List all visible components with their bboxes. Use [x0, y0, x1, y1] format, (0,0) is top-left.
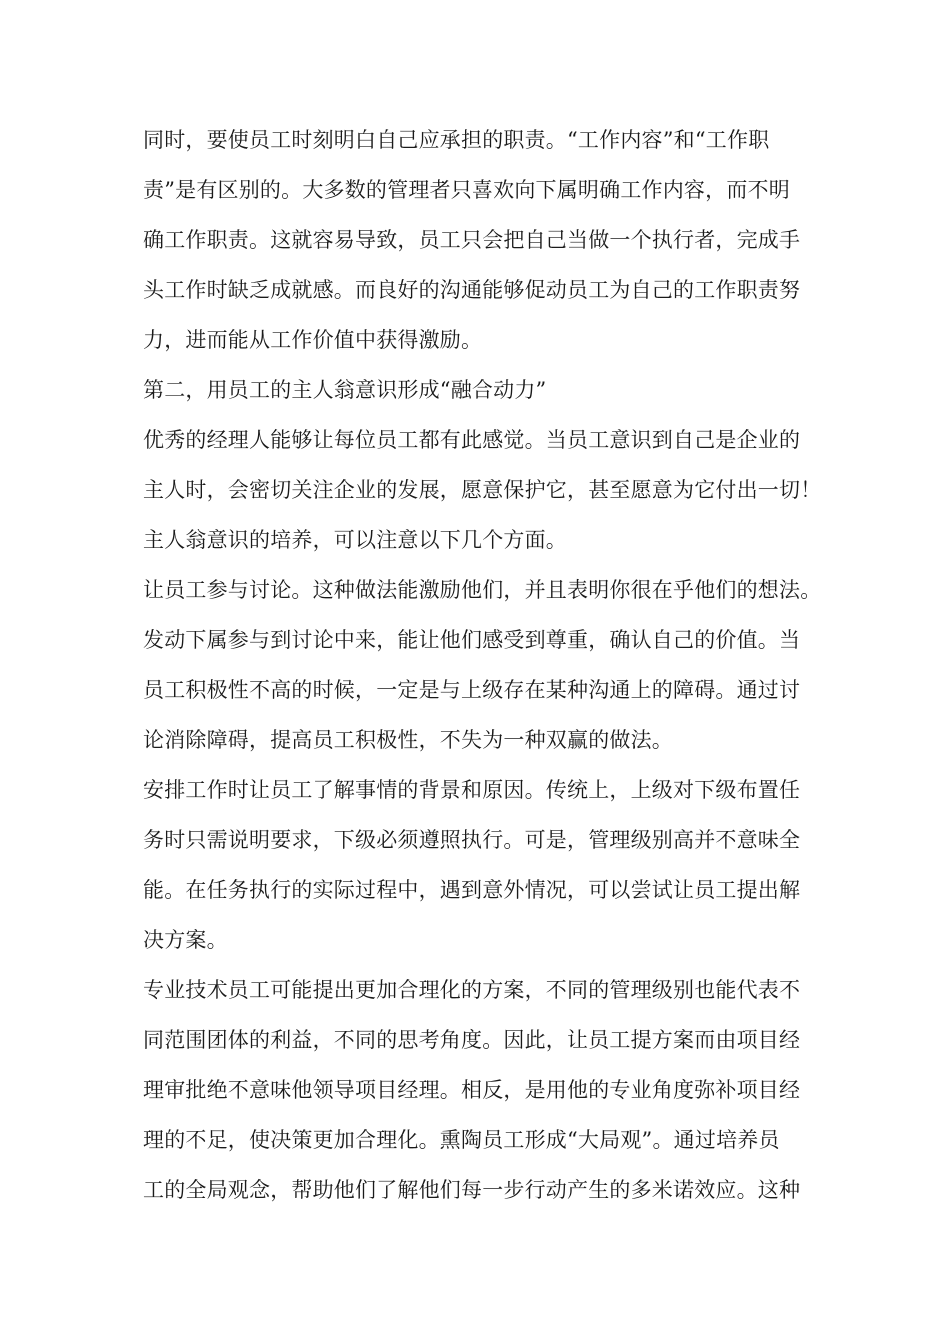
text-line: 确工作职责。这就容易导致，员工只会把自己当做一个执行者，完成手 [143, 228, 801, 252]
text-line: 论消除障碍，提高员工积极性，不失为一种双赢的做法。 [143, 728, 673, 752]
text-line: 员工积极性不高的时候，一定是与上级存在某种沟通上的障碍。通过讨 [143, 678, 801, 702]
text-line: 让员工参与讨论。这种做法能激励他们，并且表明你很在乎他们的想法。 [143, 578, 822, 602]
text-line: 优秀的经理人能够让每位员工都有此感觉。当员工意识到自己是企业的 [143, 428, 801, 452]
text-line: 理的不足，使决策更加合理化。熏陶员工形成“大局观”。通过培养员 [143, 1128, 780, 1152]
section-heading: 第二，用员工的主人翁意识形成“融合动力” [143, 378, 547, 402]
text-line: 头工作时缺乏成就感。而良好的沟通能够促动员工为自己的工作职责努 [143, 278, 801, 302]
text-line: 主人翁意识的培养，可以注意以下几个方面。 [143, 528, 567, 552]
text-line: 责”是有区别的。大多数的管理者只喜欢向下属明确工作内容，而不明 [143, 178, 790, 202]
text-line: 能。在任务执行的实际过程中，遇到意外情况，可以尝试让员工提出解 [143, 878, 801, 902]
text-line: 同范围团体的利益，不同的思考角度。因此，让员工提方案而由项目经 [143, 1028, 801, 1052]
text-line: 安排工作时让员工了解事情的背景和原因。传统上，上级对下级布置任 [143, 778, 801, 802]
text-line: 务时只需说明要求，下级必须遵照执行。可是，管理级别高并不意味全 [143, 828, 801, 852]
text-line: 决方案。 [143, 928, 228, 952]
text-line: 发动下属参与到讨论中来，能让他们感受到尊重，确认自己的价值。当 [143, 628, 801, 652]
text-line: 力，进而能从工作价值中获得激励。 [143, 328, 483, 352]
document-body [143, 115, 823, 1215]
text-line: 专业技术员工可能提出更加合理化的方案，不同的管理级别也能代表不 [143, 978, 801, 1002]
text-line: 主人时，会密切关注企业的发展，愿意保护它，甚至愿意为它付出一切！ [143, 478, 822, 502]
text-line: 工的全局观念，帮助他们了解他们每一步行动产生的多米诺效应。这种 [143, 1178, 801, 1202]
text-line: 理审批绝不意味他领导项目经理。相反，是用他的专业角度弥补项目经 [143, 1078, 801, 1102]
text-line: 同时，要使员工时刻明白自己应承担的职责。“工作内容”和“工作职 [143, 128, 770, 152]
